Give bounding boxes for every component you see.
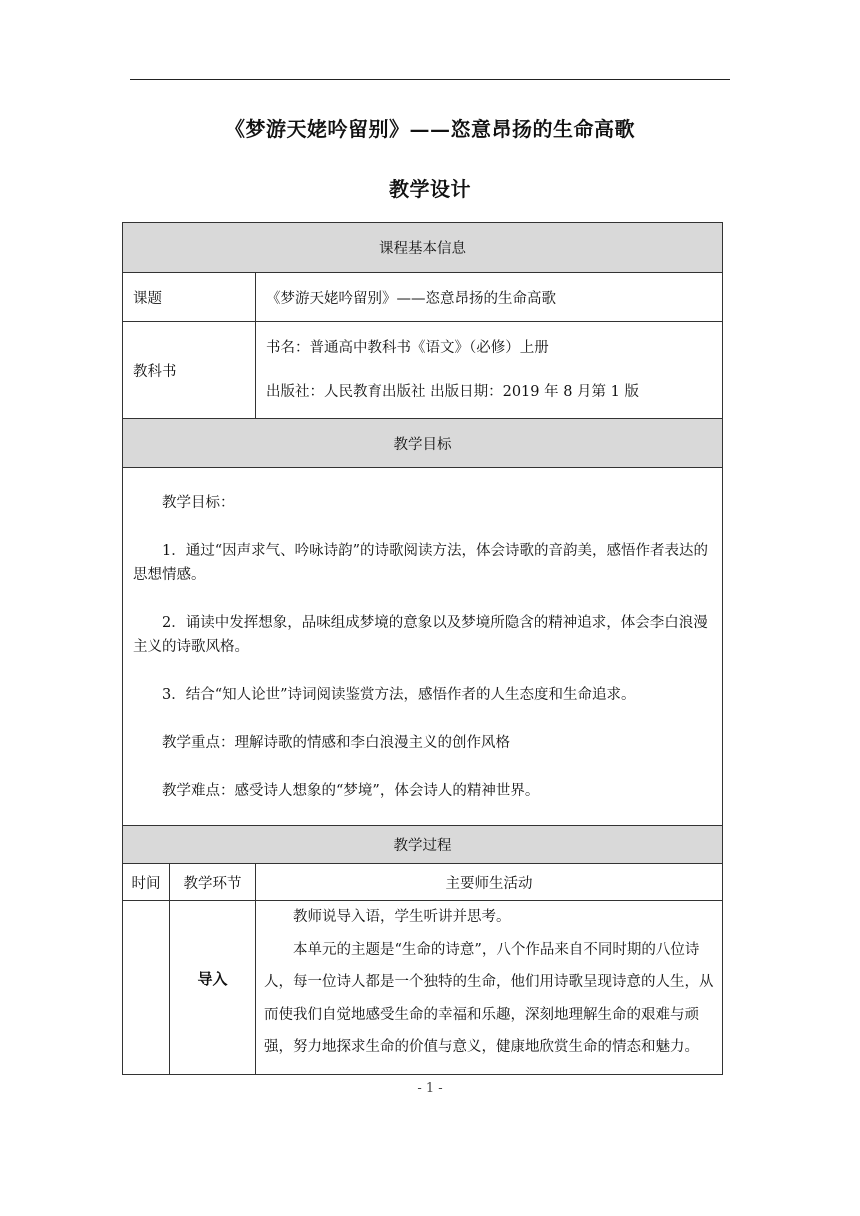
goal-item: 1．通过“因声求气、吟咏诗韵”的诗歌阅读方法，体会诗歌的音韵美，感悟作者表达的思想情感。 [133, 542, 709, 583]
process-stage-cell: 导入 [170, 901, 256, 1075]
topic-label: 课题 [123, 273, 256, 322]
key-point: 教学重点：理解诗歌的情感和李白浪漫主义的创作风格 [162, 734, 510, 751]
document-subtitle: 教学设计 [389, 177, 471, 201]
difficulty: 教学难点：感受诗人想象的“梦境”，体会诗人的精神世界。 [162, 782, 540, 799]
goals-content [123, 468, 723, 826]
goals-intro: 教学目标： [162, 494, 235, 511]
goal-item: 3．结合“知人论世”诗词阅读鉴赏方法，感悟作者的人生态度和生命追求。 [162, 686, 636, 703]
lesson-plan-table [122, 222, 723, 1075]
topic-value: 《梦游天姥吟留别》——恣意昂扬的生命高歌 [256, 273, 723, 322]
textbook-name: 书名：普通高中教科书《语文》（必修）上册 [266, 340, 549, 356]
document-title: 《梦游天姥吟留别》——恣意昂扬的生命高歌 [225, 117, 635, 141]
textbook-info [256, 322, 723, 419]
column-header-time: 时间 [123, 864, 170, 901]
page-number: - 1 - [417, 1081, 443, 1096]
column-header-stage: 教学环节 [170, 864, 256, 901]
goals-header: 教学目标 [123, 419, 723, 468]
goal-item: 2．诵读中发挥想象，品味组成梦境的意象以及梦境所隐含的精神追求，体会李白浪漫主义的诗歌风格。 [133, 614, 708, 655]
textbook-label: 教科书 [123, 322, 256, 419]
course-info-header: 课程基本信息 [123, 223, 723, 273]
column-header-activities: 主要师生活动 [256, 864, 723, 901]
activity-paragraph: 本单元的主题是“生命的诗意”，八个作品来自不同时期的八位诗人，每一位诗人都是一个独特的生命，他们用诗歌呈现诗意的人生，从而使我们自觉地感受生命的幸福和乐趣，深刻地理解生命的艰难与顽强，努力地探求生命的价值与意义，健康地欣赏生命的情态和魅力。 [264, 941, 714, 1055]
textbook-publisher: 出版社：人民教育出版社 出版日期：2019 年 8 月第 1 版 [266, 384, 640, 400]
process-activities-cell [256, 901, 723, 1075]
process-header: 教学过程 [123, 826, 723, 864]
header-rule [130, 79, 730, 80]
process-time-cell [123, 901, 170, 1075]
activity-paragraph: 教师说导入语，学生听讲并思考。 [293, 909, 511, 925]
